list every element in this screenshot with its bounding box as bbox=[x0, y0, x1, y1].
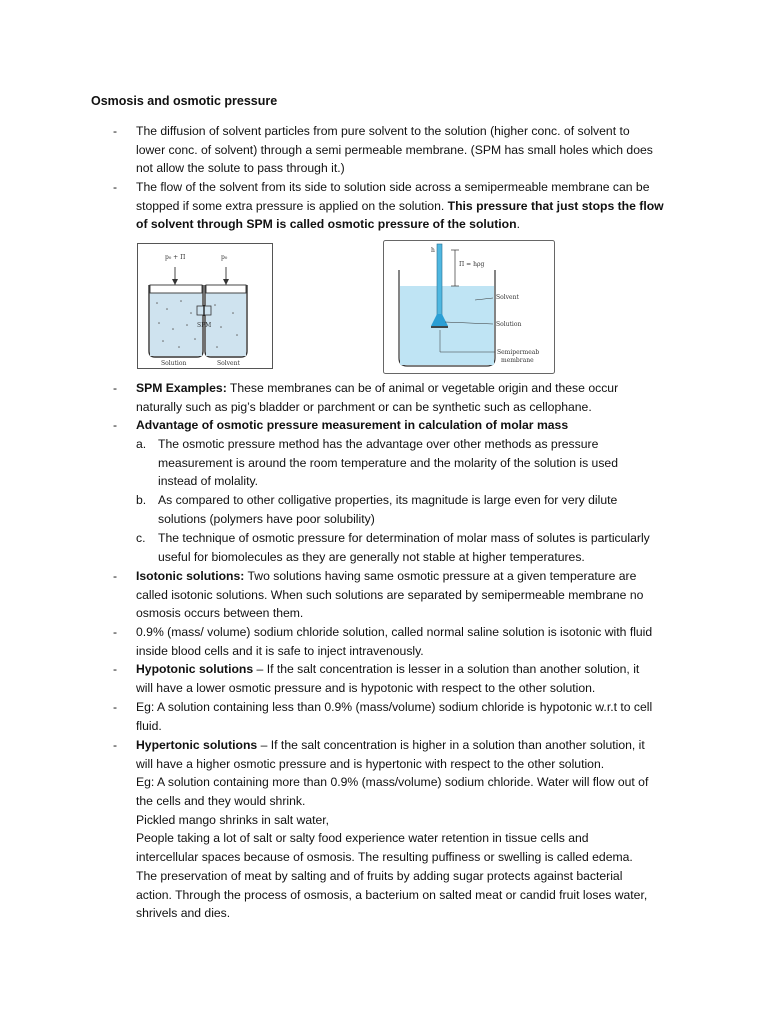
solvent-label: Solvent bbox=[217, 360, 240, 367]
item-mark: c. bbox=[136, 531, 146, 545]
bullet-mark: - bbox=[113, 738, 118, 752]
item-mark: a. bbox=[136, 437, 147, 451]
solution-label: Solution bbox=[496, 321, 522, 328]
label-bold: SPM Examples: bbox=[136, 381, 227, 395]
solution-label: Solution bbox=[161, 360, 187, 367]
text-line: The technique of osmotic pressure for determination of molar mass of solutes is particularly bbox=[158, 531, 650, 545]
text-line: Advantage of osmotic pressure measurement in calculation of molar mass bbox=[136, 418, 569, 432]
text-line: The flow of the solvent from its side to solution side across a semipermeable membrane can be bbox=[136, 180, 650, 194]
text-line: the cells and they would shrink. bbox=[136, 794, 306, 809]
text-line: action. Through the process of osmosis, a bacterium on salted meat or candid fruit loses water, bbox=[136, 887, 648, 902]
text-line: measurement is around the room temperature and the molarity of the solution is used bbox=[158, 455, 618, 470]
text-fragment: Two solutions having same osmotic pressure at a given temperature are bbox=[244, 569, 637, 583]
text-line: The preservation of meat by salting and of fruits by adding sugar protects against bacterial bbox=[136, 868, 623, 883]
height-label: h bbox=[431, 247, 435, 254]
page-title: Osmosis and osmotic pressure bbox=[91, 94, 278, 108]
definition-bold: This pressure that just stops the flow bbox=[447, 198, 664, 213]
text-line: As compared to other colligative properties, its magnitude is large even for very dilute bbox=[158, 493, 618, 507]
text-line: fluid. bbox=[136, 718, 162, 733]
text-fragment: – If the salt concentration is lesser in a solution than another solution, it bbox=[253, 662, 640, 676]
text-line: shrivels and dies. bbox=[136, 906, 231, 921]
text-line: People taking a lot of salt or salty food experience water retention in tissue cells and bbox=[136, 831, 589, 846]
item-mark: b. bbox=[136, 493, 147, 507]
pi-equation-label: Π = hρg bbox=[459, 261, 485, 268]
text-line: lower conc. of solvent) through a semi permeable membrane. (SPM has small holes which does bbox=[136, 142, 653, 157]
text-line: osmosis occurs between them. bbox=[136, 606, 304, 621]
text-line: Eg: A solution containing less than 0.9% (mass/volume) sodium chloride is hypotonic w.r.t to cell bbox=[136, 700, 653, 714]
pressure-left-label: p₀ + Π bbox=[165, 254, 186, 261]
text-line: called isotonic solutions. When such solutions are separated by semipermeable membrane no bbox=[136, 587, 644, 602]
label-bold: Isotonic solutions: bbox=[136, 569, 245, 583]
text-line: Eg: A solution containing more than 0.9% (mass/volume) sodium chloride. Water will flow out of bbox=[136, 775, 649, 790]
bullet-mark: - bbox=[113, 418, 118, 432]
bullet-mark: - bbox=[113, 569, 118, 583]
bullet-mark: - bbox=[113, 124, 118, 138]
solvent-label: Solvent bbox=[496, 294, 519, 301]
label-bold: Hypotonic solutions bbox=[136, 662, 254, 676]
pressure-right-label: p₀ bbox=[221, 254, 228, 261]
text-line: Pickled mango shrinks in salt water, bbox=[136, 812, 330, 827]
membrane-label-line1: Semipermeab bbox=[497, 349, 540, 356]
text-line: The diffusion of solvent particles from pure solvent to the solution (higher conc. of solvent to bbox=[136, 124, 630, 138]
bullet-mark: - bbox=[113, 662, 118, 676]
bullet-mark: - bbox=[113, 700, 118, 714]
spm-label: SPM bbox=[197, 322, 212, 329]
bullet-mark: - bbox=[113, 180, 118, 194]
text-line: instead of molality. bbox=[158, 474, 259, 489]
text-fragment: These membranes can be of animal or vegetable origin and these occur bbox=[226, 381, 619, 395]
text-line: will have a higher osmotic pressure and is hypertonic with respect to the other solution. bbox=[136, 756, 605, 771]
text-line: useful for biomolecules as they are generally not stable at higher temperatures. bbox=[158, 549, 585, 564]
text-line: will have a lower osmotic pressure and is hypotonic with respect to the other solution. bbox=[136, 680, 596, 695]
text-fragment: . bbox=[516, 217, 520, 232]
text-line: 0.9% (mass/ volume) sodium chloride solution, called normal saline solution is isotonic with fluid bbox=[136, 625, 653, 639]
text-line: not allow the solute to pass through it.) bbox=[136, 161, 345, 176]
text-line: solutions (polymers have poor solubility) bbox=[158, 511, 375, 526]
osmotic-pressure-beaker-figure bbox=[383, 240, 555, 374]
text-fragment: stopped if some extra pressure is applied on the solution. bbox=[136, 198, 448, 213]
text-line: The osmotic pressure method has the advantage over other methods as pressure bbox=[158, 437, 599, 451]
bullet-mark: - bbox=[113, 625, 118, 639]
text-line: intercellular spaces because of osmosis. The resulting puffiness or swelling is called edema. bbox=[136, 850, 633, 865]
label-bold: Hypertonic solutions bbox=[136, 738, 258, 752]
text-fragment: – If the salt concentration is higher in a solution than another solution, it bbox=[257, 738, 645, 752]
definition-bold: of solvent through SPM is called osmotic pressure of the solution bbox=[136, 217, 517, 232]
bullet-mark: - bbox=[113, 381, 118, 395]
text-line: naturally such as pig’s bladder or parchment or can be synthetic such as cellophane. bbox=[136, 399, 592, 414]
text-line: inside blood cells and it is safe to inject intravenously. bbox=[136, 643, 424, 658]
osmosis-apparatus-figure bbox=[137, 243, 273, 369]
membrane-label-line2: membrane bbox=[501, 357, 534, 364]
